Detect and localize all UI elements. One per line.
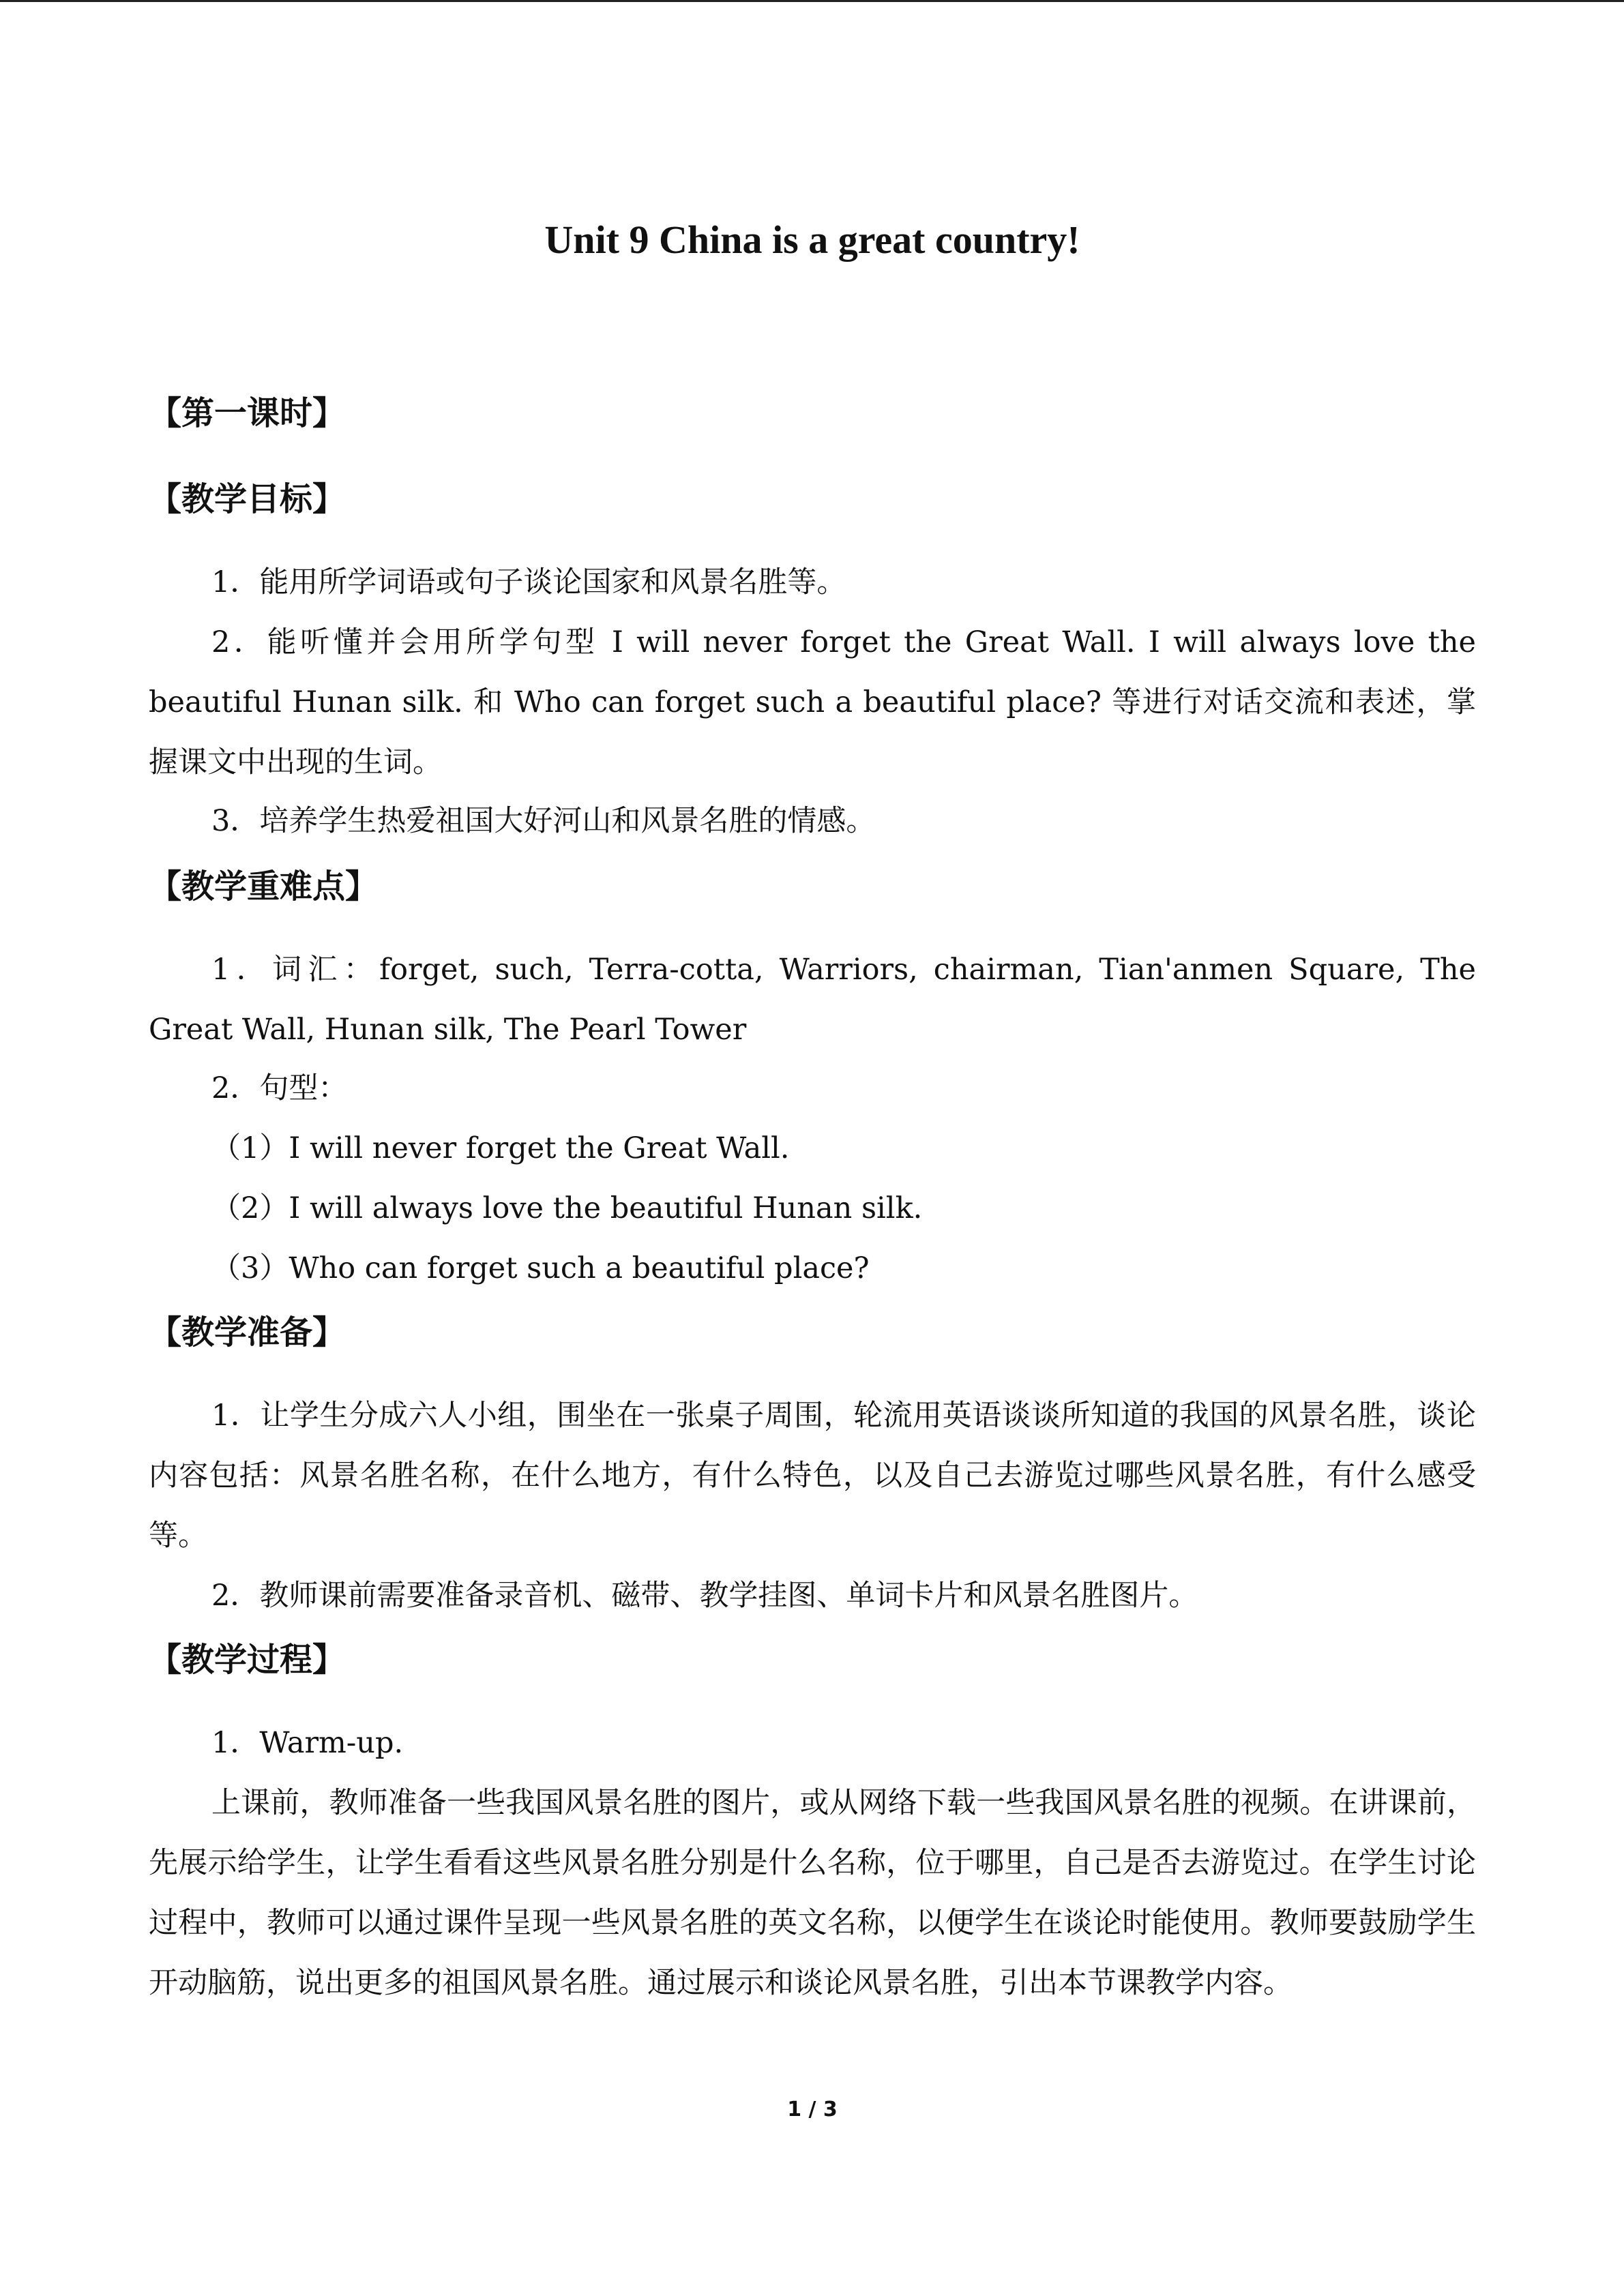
objective-item: 1．能用所学词语或句子谈论国家和风景名胜等。: [211, 565, 846, 599]
page-number: 1 / 3: [787, 2098, 838, 2121]
pattern-item: （3）Who can forget such a beautiful place?: [211, 1251, 870, 1285]
process-heading: 【教学过程】: [149, 1641, 346, 1679]
warmup-label: 1．Warm-up.: [211, 1726, 404, 1760]
preparation-item: 2．教师课前需要准备录音机、磁带、教学挂图、单词卡片和风景名胜图片。: [211, 1579, 1198, 1613]
pattern-item: （1）I will never forget the Great Wall.: [211, 1131, 790, 1165]
vocabulary-item: 1．词汇：forget, such, Terra-cotta, Warriors, chairman, Tian'anmen Square, The Great Wall, Hunan silk, The Pearl Tower: [149, 953, 1476, 1047]
document-page: [149, 0, 1476, 2296]
patterns-label: 2．句型：: [211, 1071, 348, 1105]
preparation-heading: 【教学准备】: [149, 1313, 346, 1352]
pattern-item: （2）I will always love the beautiful Hunan silk.: [211, 1191, 923, 1225]
document-title: Unit 9 China is a great country!: [544, 218, 1080, 262]
objective-item: 3．培养学生热爱祖国大好河山和风景名胜的情感。: [211, 804, 876, 838]
preparation-item: 1．让学生分成六人小组，围坐在一张桌子周围，轮流用英语谈谈所知道的我国的风景名胜，谈论内容包括：风景名胜名称，在什么地方，有什么特色，以及自己去游览过哪些风景名胜，有什么感受等。: [149, 1399, 1476, 1553]
warmup-paragraph: 上课前，教师准备一些我国风景名胜的图片，或从网络下载一些我国风景名胜的视频。在讲课前，先展示给学生，让学生看看这些风景名胜分别是什么名称，位于哪里，自己是否去游览过。在学生讨论过程中，教师可以通过课件呈现一些风景名胜的英文名称，以便学生在谈论时能使用。教师要鼓励学生开动脑筋，说出更多的祖国风景名胜。通过展示和谈论风景名胜，引出本节课教学内容。: [149, 1786, 1476, 2000]
lesson-heading: 【第一课时】: [149, 394, 346, 432]
key-points-heading: 【教学重难点】: [149, 867, 379, 906]
objective-item: 2．能听懂并会用所学句型 I will never forget the Great Wall. I will always love the beautiful Hunan silk. 和 Who can forget such a beautiful place? 等进行对话交流和表述，掌握课文中出现的生词。: [149, 625, 1476, 779]
objectives-heading: 【教学目标】: [149, 480, 346, 518]
